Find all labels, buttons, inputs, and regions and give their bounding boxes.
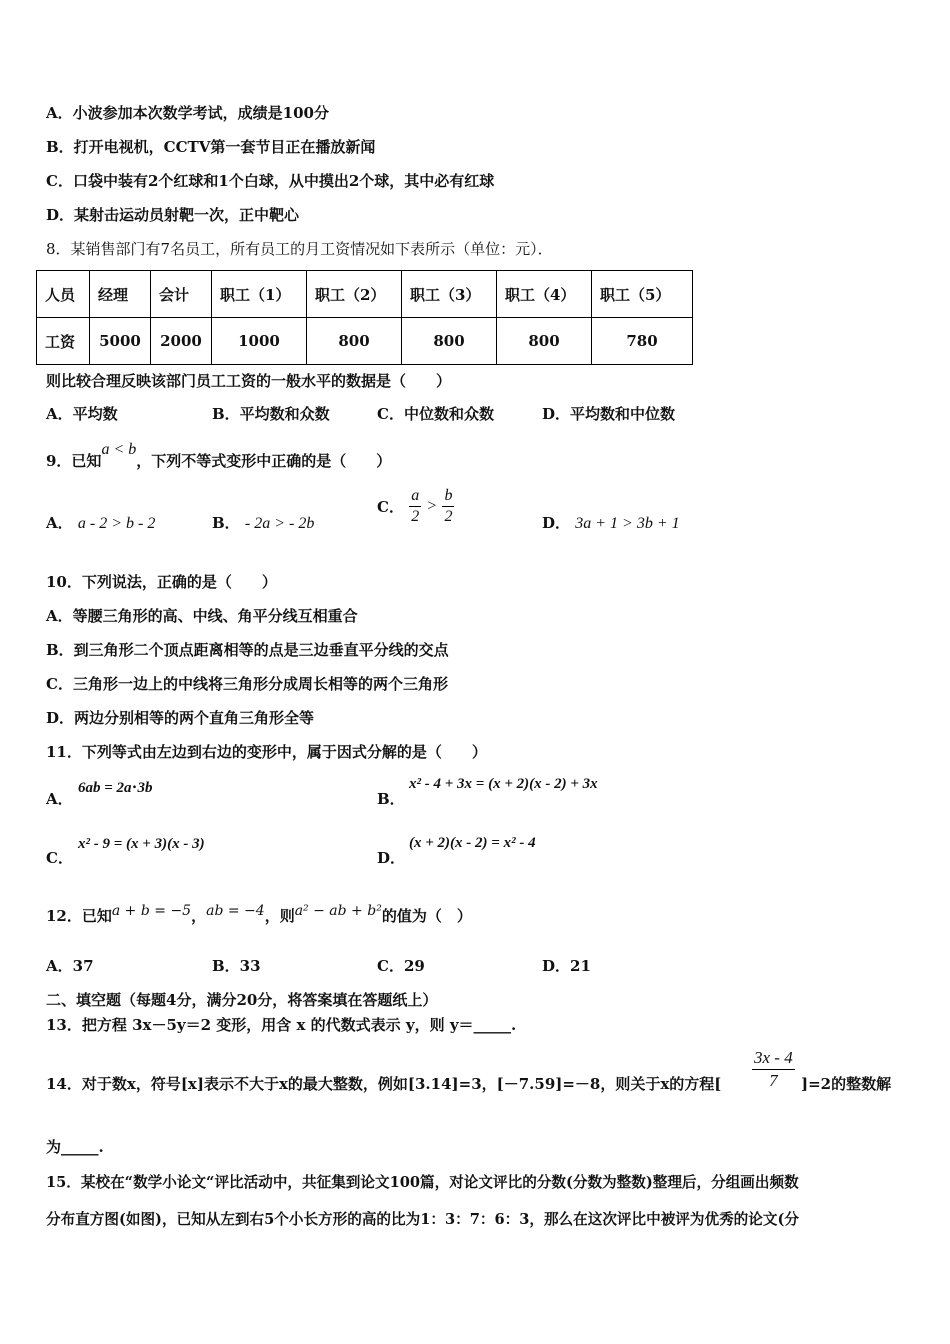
q9-option-b-expr: - 2a > - 2b xyxy=(244,515,315,532)
q9-prefix: 9．已知 xyxy=(46,452,102,470)
table-header-cell: 会计 xyxy=(151,271,212,318)
q9-condition: a < b xyxy=(101,441,137,458)
q10-option-a: A．等腰三角形的高、中线、角平分线互相重合 xyxy=(46,607,358,625)
q12-separator: ， xyxy=(191,907,207,925)
q12-option-b: B．33 xyxy=(212,957,261,975)
q11-option-b-expr: x² - 4 + 3x = (x + 2)(x - 2) + 3x xyxy=(409,776,598,792)
q9-option-d xyxy=(542,512,680,533)
q14-fraction xyxy=(752,1047,795,1092)
q11-option-b-label: B． xyxy=(377,790,405,808)
q9-option-c-fraction-left xyxy=(409,486,421,527)
q12-condition-2: ab = −4 xyxy=(206,903,265,919)
q10-option-b: B．到三角形二个顶点距离相等的点是三边垂直平分线的交点 xyxy=(46,641,449,659)
q8-stem: 8．某销售部门有7名员工，所有员工的月工资情况如下表所示（单位：元）． xyxy=(46,240,553,258)
q12-expression: a² − ab + b² xyxy=(294,903,382,919)
q12-prefix: 12．已知 xyxy=(46,907,112,925)
q12-option-c: C．29 xyxy=(377,957,425,975)
table-cell: 800 xyxy=(402,318,497,365)
q9-stem xyxy=(46,441,392,471)
table-cell: 780 xyxy=(592,318,693,365)
q11-stem: 11．下列等式由左边到右边的变形中，属于因式分解的是（ ） xyxy=(46,743,487,761)
q9-option-a-expr: a - 2 > b - 2 xyxy=(77,515,156,532)
q8-question: 则比较合理反映该部门员工工资的一般水平的数据是（ ） xyxy=(46,372,452,390)
q11-option-d-label: D． xyxy=(377,849,406,867)
table-header-cell: 职工（4） xyxy=(497,271,592,318)
q9-option-a xyxy=(46,512,155,533)
q14-text-2: ]=2的整数解 xyxy=(801,1075,892,1093)
salary-table xyxy=(36,270,693,365)
q11-option-d-expr: (x + 2)(x - 2) = x² - 4 xyxy=(409,835,536,851)
q12-condition-1: a + b = −5 xyxy=(111,903,192,919)
q9-option-c-fraction-right xyxy=(442,486,454,527)
table-header-cell: 职工（2） xyxy=(307,271,402,318)
q8-option-a: A．平均数 xyxy=(46,405,118,423)
table-header-cell: 职工（1） xyxy=(212,271,307,318)
table-header-cell: 经理 xyxy=(90,271,151,318)
q11-option-c-label: C． xyxy=(46,849,73,867)
table-cell: 800 xyxy=(307,318,402,365)
q8-option-d: D．平均数和中位数 xyxy=(542,405,676,423)
q8-option-b: B．平均数和众数 xyxy=(212,405,330,423)
q9-option-c-op: > xyxy=(426,497,438,515)
q10-option-d: D．两边分别相等的两个直角三角形全等 xyxy=(46,709,315,727)
q9-option-d-expr: 3a + 1 > 3b + 1 xyxy=(575,515,680,532)
q12-mid: ，则 xyxy=(264,907,295,925)
section-heading: 二、填空题（每题4分，满分20分，将答案填在答题纸上） xyxy=(46,991,438,1009)
fraction-denominator: 7 xyxy=(769,1071,778,1090)
q14-text-3: 为_____. xyxy=(46,1138,104,1156)
q12-option-d: D．21 xyxy=(542,957,591,975)
q9-option-c xyxy=(377,486,454,527)
fraction-denominator: 2 xyxy=(411,508,420,525)
table-cell: 2000 xyxy=(151,318,212,365)
table-header-cell: 职工（3） xyxy=(402,271,497,318)
table-header-row xyxy=(37,271,693,318)
q7-option-b: B．打开电视机，CCTV第一套节目正在播放新闻 xyxy=(46,138,376,156)
q9-option-a-label: A． xyxy=(46,514,73,532)
table-row-label: 工资 xyxy=(37,318,90,365)
q9-option-d-label: D． xyxy=(542,514,571,532)
q7-option-a: A．小波参加本次数学考试，成绩是100分 xyxy=(46,104,329,122)
table-cell: 5000 xyxy=(90,318,151,365)
table-cell: 800 xyxy=(497,318,592,365)
fraction-numerator: a xyxy=(409,486,421,507)
table-header-cell: 人员 xyxy=(37,271,90,318)
q7-option-c: C．口袋中装有2个红球和1个白球，从中摸出2个球，其中必有红球 xyxy=(46,172,495,190)
q15-line-2: 分布直方图(如图)，已知从左到右5个小长方形的高的比为1：3：7：6：3，那么在这次评比中被评为优秀的论文(分 xyxy=(46,1211,799,1228)
q11-option-a-expr: 6ab = 2a⋅3b xyxy=(78,780,153,796)
q10-option-c: C．三角形一边上的中线将三角形分成周长相等的两个三角形 xyxy=(46,675,448,693)
q8-option-c: C．中位数和众数 xyxy=(377,405,494,423)
q12-stem xyxy=(46,905,472,926)
fraction-numerator: b xyxy=(442,486,454,507)
q13-stem: 13．把方程 3x－5y＝2 变形，用含 x 的代数式表示 y，则 y＝_____. xyxy=(46,1016,517,1034)
fraction-numerator: 3x - 4 xyxy=(752,1047,795,1070)
q11-option-c-expr: x² - 9 = (x + 3)(x - 3) xyxy=(78,836,205,852)
q9-option-c-label: C． xyxy=(377,498,404,516)
q12-suffix: 的值为（ ） xyxy=(381,907,472,925)
q11-option-a-label: A． xyxy=(46,790,73,808)
q9-option-b-label: B． xyxy=(212,514,240,532)
fraction-denominator: 2 xyxy=(444,508,453,525)
q14-text-1: 14．对于数x，符号[x]表示不大于x的最大整数，例如[3.14]=3，[－7.59]=－8，则关于x的方程[ xyxy=(46,1075,722,1093)
q12-option-a: A．37 xyxy=(46,957,94,975)
q10-stem: 10．下列说法，正确的是（ ） xyxy=(46,573,277,591)
q9-option-b xyxy=(212,512,314,533)
q7-option-d: D．某射击运动员射靶一次，正中靶心 xyxy=(46,206,300,224)
q15-line-1: 15．某校在“数学小论文“评比活动中，共征集到论文100篇，对论文评比的分数(分数为整数)整理后，分组画出频数 xyxy=(46,1174,799,1191)
table-header-cell: 职工（5） xyxy=(592,271,693,318)
table-row xyxy=(37,318,693,365)
q9-suffix: ，下列不等式变形中正确的是（ ） xyxy=(136,452,392,470)
table-cell: 1000 xyxy=(212,318,307,365)
